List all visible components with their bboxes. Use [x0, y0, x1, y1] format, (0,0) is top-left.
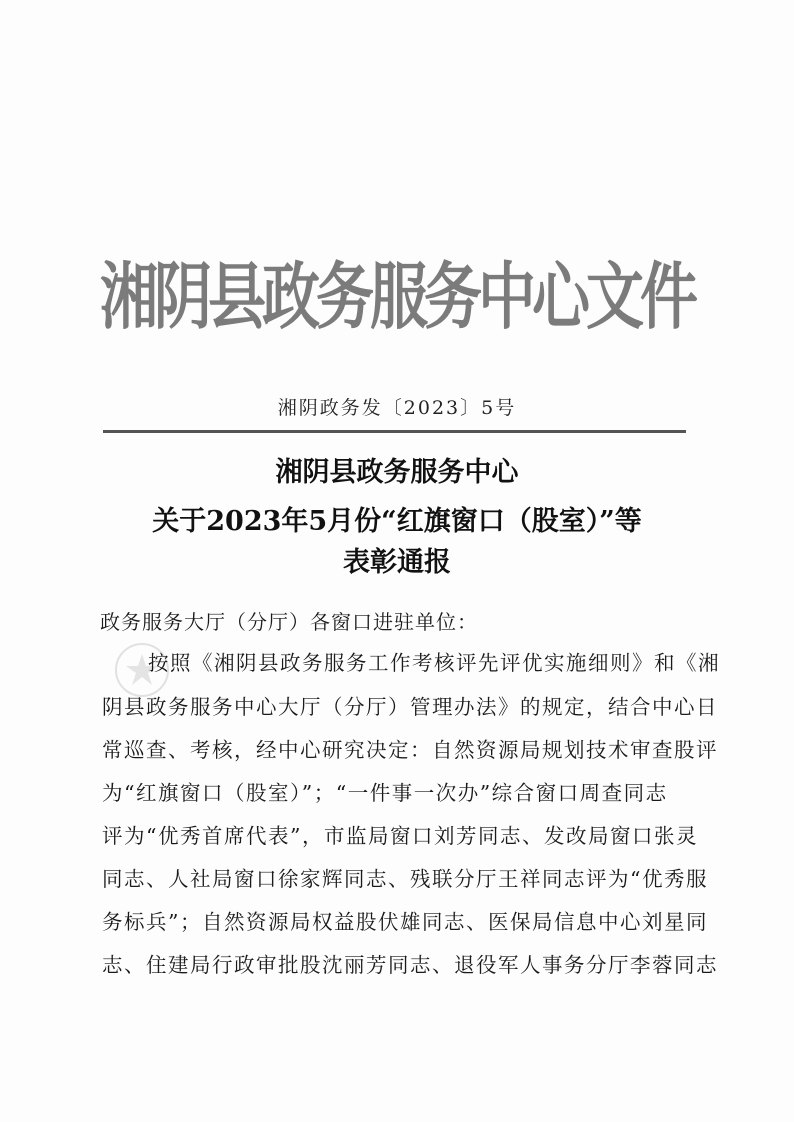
- body-line-7: 务标兵”；自然资源局权益股伏雄同志、医保局信息中心刘星同: [102, 910, 708, 934]
- body-line-4: 为“红旗窗口（股室）”；“一件事一次办”综合窗口周查同志: [102, 781, 668, 805]
- title-line-1: 湘阴县政务服务中心: [275, 457, 519, 488]
- body-line-2: 阴县政务服务中心大厅（分厅）管理办法》的规定，结合中心日: [102, 695, 718, 719]
- title-line-2: 关于2023年5月份“红旗窗口（股室）”等: [152, 506, 642, 537]
- header-divider: [103, 430, 686, 433]
- document-number: 湘阴政务发〔2023〕5号: [277, 397, 517, 419]
- body-line-5: 评为“优秀首席代表”，市监局窗口刘芳同志、发改局窗口张灵: [102, 824, 698, 848]
- body-line-6: 同志、人社局窗口徐家辉同志、残联分厅王祥同志评为“优秀服: [102, 867, 708, 891]
- title-line-3: 表彰通报: [343, 547, 451, 578]
- body-line-3: 常巡查、考核，经中心研究决定：自然资源局规划技术审查股评: [102, 738, 718, 762]
- body-line-1: 按照《湘阴县政务服务工作考核评先评优实施细则》和《湘: [148, 651, 720, 675]
- salutation: 政务服务大厅（分厅）各窗口进驻单位：: [100, 610, 478, 634]
- body-line-8: 志、住建局行政审批股沈丽芳同志、退役军人事务分厅李蓉同志: [102, 953, 718, 977]
- document-masthead: 湘阴县政务服务中心文件: [99, 254, 694, 340]
